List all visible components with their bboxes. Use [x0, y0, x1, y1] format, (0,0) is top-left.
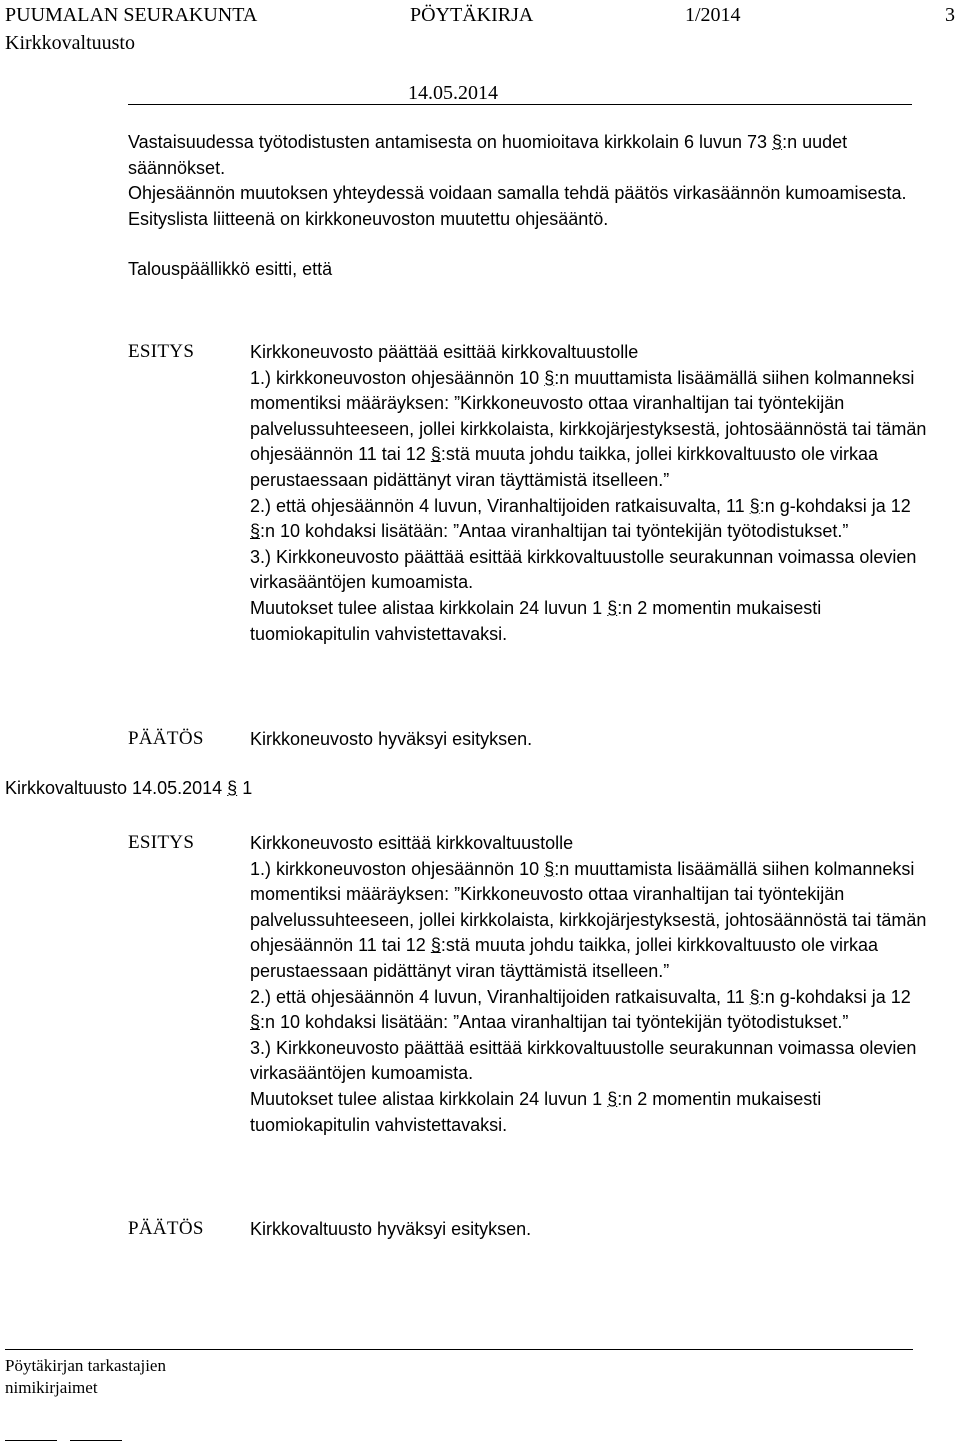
organization-name: PUUMALAN SEURAKUNTA [5, 4, 258, 26]
intro-line: Ohjesäännön muutoksen yhteydessä voidaan samalla tehdä päätös virkasäännön kumoamisesta. [128, 183, 907, 204]
initials-line [5, 1440, 57, 1441]
proposal-item-2: 2.) että ohjesäännön 4 luvun, Viranhaltijoiden ratkaisuvalta, 11 §:n g-kohdaksi ja 12 §:n 10 kohdaksi lisätään: ”Antaa viranhaltijan tai työntekijän työtodistukset.” [250, 495, 911, 542]
proposal-note: Muutokset tulee alistaa kirkkolain 24 luvun 1 §:n 2 momentin mukaisesti tuomiokapitulin vahvistettavaksi. [250, 597, 822, 644]
proposal-item-1: 1.) kirkkoneuvoston ohjesäännön 10 §:n muuttamista lisäämällä siihen kolmanneksi momentiksi määräyksen: ”Kirkkoneuvosto ottaa viranhaltijan tai työntekijän palvelussuhteeseen, jollei kirkkolaista, kirkkojärjestyksestä, johtosäännöstä tai tämän ohjesäännön 11 tai 12 §:stä muuta johdu taikka, jollei kirkkovaltuusto ole virkaa perustaessaan pidättänyt viran täyttämistä itselleen.” [250, 858, 927, 981]
proposal-text [250, 831, 930, 1138]
page-footer [5, 1355, 166, 1399]
governing-body: Kirkkovaltuusto [5, 32, 135, 54]
proposal-label: ESITYS [128, 341, 195, 362]
paragraph-symbol: § [250, 521, 261, 542]
footer-label: Pöytäkirjan tarkastajien [5, 1356, 166, 1375]
page-header [5, 0, 960, 110]
footer-label: nimikirjaimet [5, 1378, 98, 1397]
document-type: PÖYTÄKIRJA [410, 4, 534, 26]
meeting-date: 14.05.2014 [408, 82, 498, 104]
footer-divider [5, 1349, 913, 1350]
paragraph-symbol: § [607, 1088, 618, 1109]
proposal-text [250, 340, 930, 647]
initials-line [70, 1440, 122, 1441]
intro-paragraphs [128, 130, 928, 283]
document-number: 1/2014 [685, 4, 741, 26]
paragraph-symbol: § [250, 1012, 261, 1033]
header-divider [128, 104, 912, 105]
intro-line: Talouspäällikkö esitti, että [128, 259, 333, 280]
decision-label: PÄÄTÖS [128, 728, 204, 749]
proposal-label: ESITYS [128, 832, 195, 853]
proposal-note: Muutokset tulee alistaa kirkkolain 24 luvun 1 §:n 2 momentin mukaisesti tuomiokapitulin vahvistettavaksi. [250, 1088, 822, 1135]
intro-line: Vastaisuudessa työtodistusten antamisesta on huomioitava kirkkolain 6 luvun 73 §:n uudet säännökset. [128, 132, 848, 178]
proposal-title: Kirkkoneuvosto esittää kirkkovaltuustolle [250, 833, 574, 853]
paragraph-symbol: § [772, 132, 783, 152]
paragraph-symbol: § [544, 367, 555, 388]
decision-label: PÄÄTÖS [128, 1218, 204, 1239]
paragraph-symbol: § [430, 935, 441, 956]
paragraph-symbol: § [227, 778, 238, 798]
decision-text: Kirkkovaltuusto hyväksyi esityksen. [250, 1219, 532, 1239]
section-heading: Kirkkovaltuusto 14.05.2014 § 1 [5, 778, 253, 798]
paragraph-symbol: § [607, 597, 618, 618]
paragraph-symbol: § [430, 444, 441, 465]
proposal-item-3: 3.) Kirkkoneuvosto päättää esittää kirkkovaltuustolle seurakunnan voimassa olevien virkasääntöjen kumoamista. [250, 546, 917, 593]
proposal-title: Kirkkoneuvosto päättää esittää kirkkovaltuustolle [250, 342, 639, 362]
proposal-item-1: 1.) kirkkoneuvoston ohjesäännön 10 §:n muuttamista lisäämällä siihen kolmanneksi momentiksi määräyksen: ”Kirkkoneuvosto ottaa viranhaltijan tai työntekijän palvelussuhteeseen, jollei kirkkolaista, kirkkojärjestyksestä, johtosäännöstä tai tämän ohjesäännön 11 tai 12 §:stä muuta johdu taikka, jollei kirkkovaltuusto ole virkaa perustaessaan pidättänyt viran täyttämistä itselleen.” [250, 367, 927, 490]
page-number: 3 [945, 4, 955, 26]
paragraph-symbol: § [749, 986, 760, 1007]
intro-line: Esityslista liitteenä on kirkkoneuvoston muutettu ohjesääntö. [128, 208, 609, 229]
proposal-item-3: 3.) Kirkkoneuvosto päättää esittää kirkkovaltuustolle seurakunnan voimassa olevien virkasääntöjen kumoamista. [250, 1037, 917, 1084]
proposal-item-2: 2.) että ohjesäännön 4 luvun, Viranhaltijoiden ratkaisuvalta, 11 §:n g-kohdaksi ja 12 §:n 10 kohdaksi lisätään: ”Antaa viranhaltijan tai työntekijän työtodistukset.” [250, 986, 911, 1033]
paragraph-symbol: § [749, 495, 760, 516]
paragraph-symbol: § [544, 858, 555, 879]
decision-text: Kirkkoneuvosto hyväksyi esityksen. [250, 729, 533, 749]
